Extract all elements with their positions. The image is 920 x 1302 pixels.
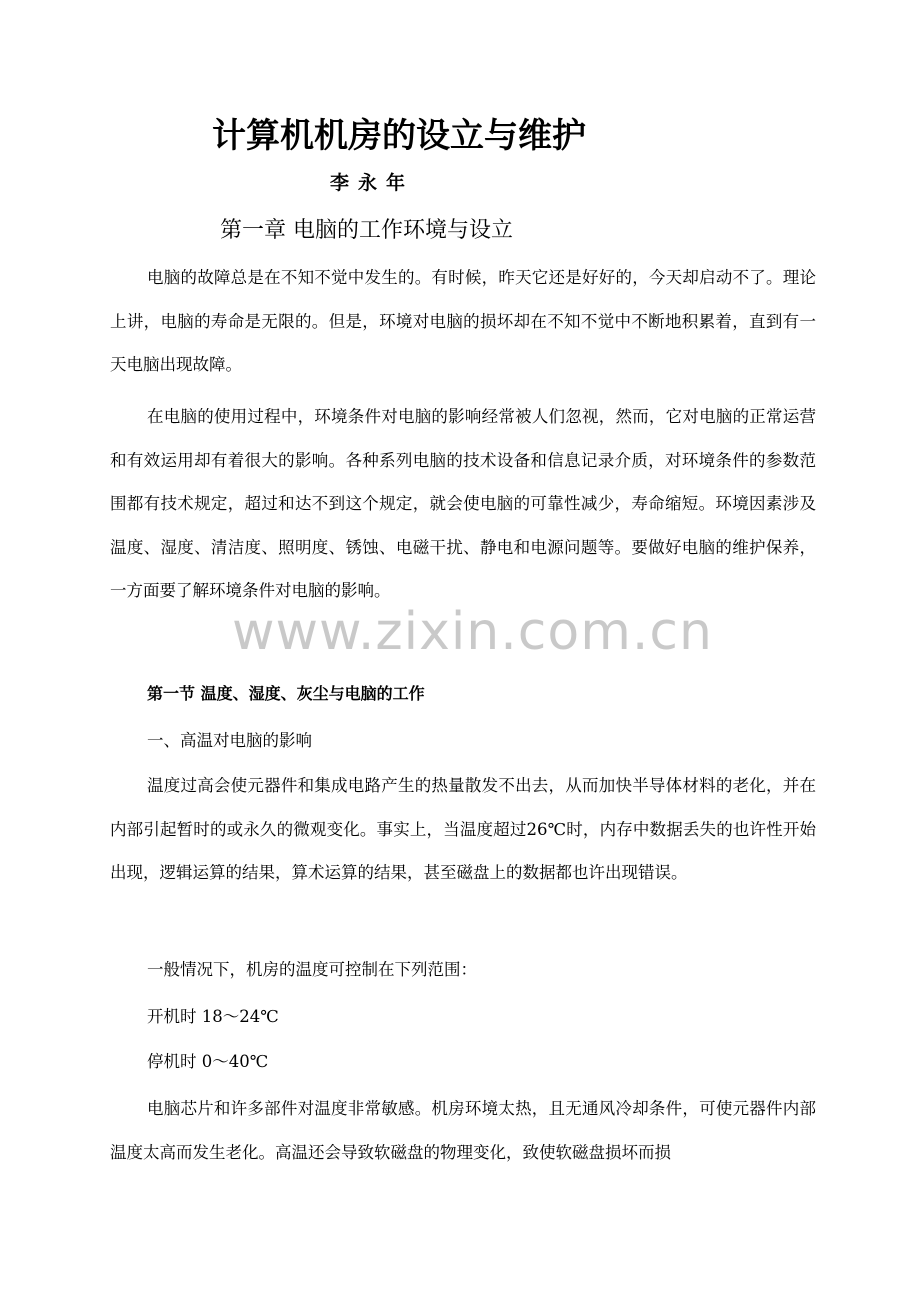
intro-paragraph-2: 在电脑的使用过程中，环境条件对电脑的影响经常被人们忽视，然而，它对电脑的正常运营和有效运用却有着很大的影响。各种系列电脑的技术设备和信息记录介质，对环境条件的参数范围都有技术规定，超过和达不到这个规定，就会使电脑的可靠性减少，寿命缩短。环境因素涉及温度、湿度、清洁度、照明度、锈蚀、电磁干扰、静电和电源问题等。要做好电脑的维护保养，一方面要了解环境条件对电脑的影响。 — [110, 407, 816, 600]
chapter-title: 第一章 电脑的工作环境与设立 — [220, 218, 513, 243]
subsection-title: 一、高温对电脑的影响 — [147, 731, 312, 750]
watermark-text: www.zixin.com.cn — [232, 602, 713, 662]
intro-paragraph-1: 电脑的故障总是在不知不觉中发生的。有时候，昨天它还是好好的，今天却启动不了。理论上讲，电脑的寿命是无限的。但是，环境对电脑的损坏却在不知不觉中不断地积累着，直到有一天电脑出现故障。 — [110, 268, 816, 374]
sensitivity-paragraph: 电脑芯片和许多部件对温度非常敏感。机房环境太热，且无通风冷却条件，可使元器件内部温度太高而发生老化。高温还会导致软磁盘的物理变化，致使软磁盘损坏而损 — [110, 1099, 816, 1162]
intro-paragraph-block — [110, 256, 816, 387]
temperature-range-on: 开机时 18～24℃ — [147, 1007, 279, 1026]
intro-paragraph-block-2 — [110, 395, 816, 613]
temperature-range-intro: 一般情况下，机房的温度可控制在下列范围： — [147, 960, 477, 979]
sensitivity-paragraph-block — [110, 1087, 816, 1174]
author-name: 李永年 — [330, 172, 415, 194]
document-title: 计算机机房的设立与维护 — [212, 116, 586, 156]
high-temp-paragraph-block — [110, 764, 816, 895]
temperature-range-off: 停机时 0～40℃ — [147, 1052, 269, 1071]
section-title: 第一节 温度、湿度、灰尘与电脑的工作 — [147, 684, 425, 703]
high-temp-paragraph: 温度过高会使元器件和集成电路产生的热量散发不出去，从而加快半导体材料的老化，并在内部引起暂时的或永久的微观变化。事实上，当温度超过26℃时，内存中数据丢失的也许性开始出现，逻辑运算的结果，算术运算的结果，甚至磁盘上的数据都也许出现错误。 — [110, 776, 816, 882]
